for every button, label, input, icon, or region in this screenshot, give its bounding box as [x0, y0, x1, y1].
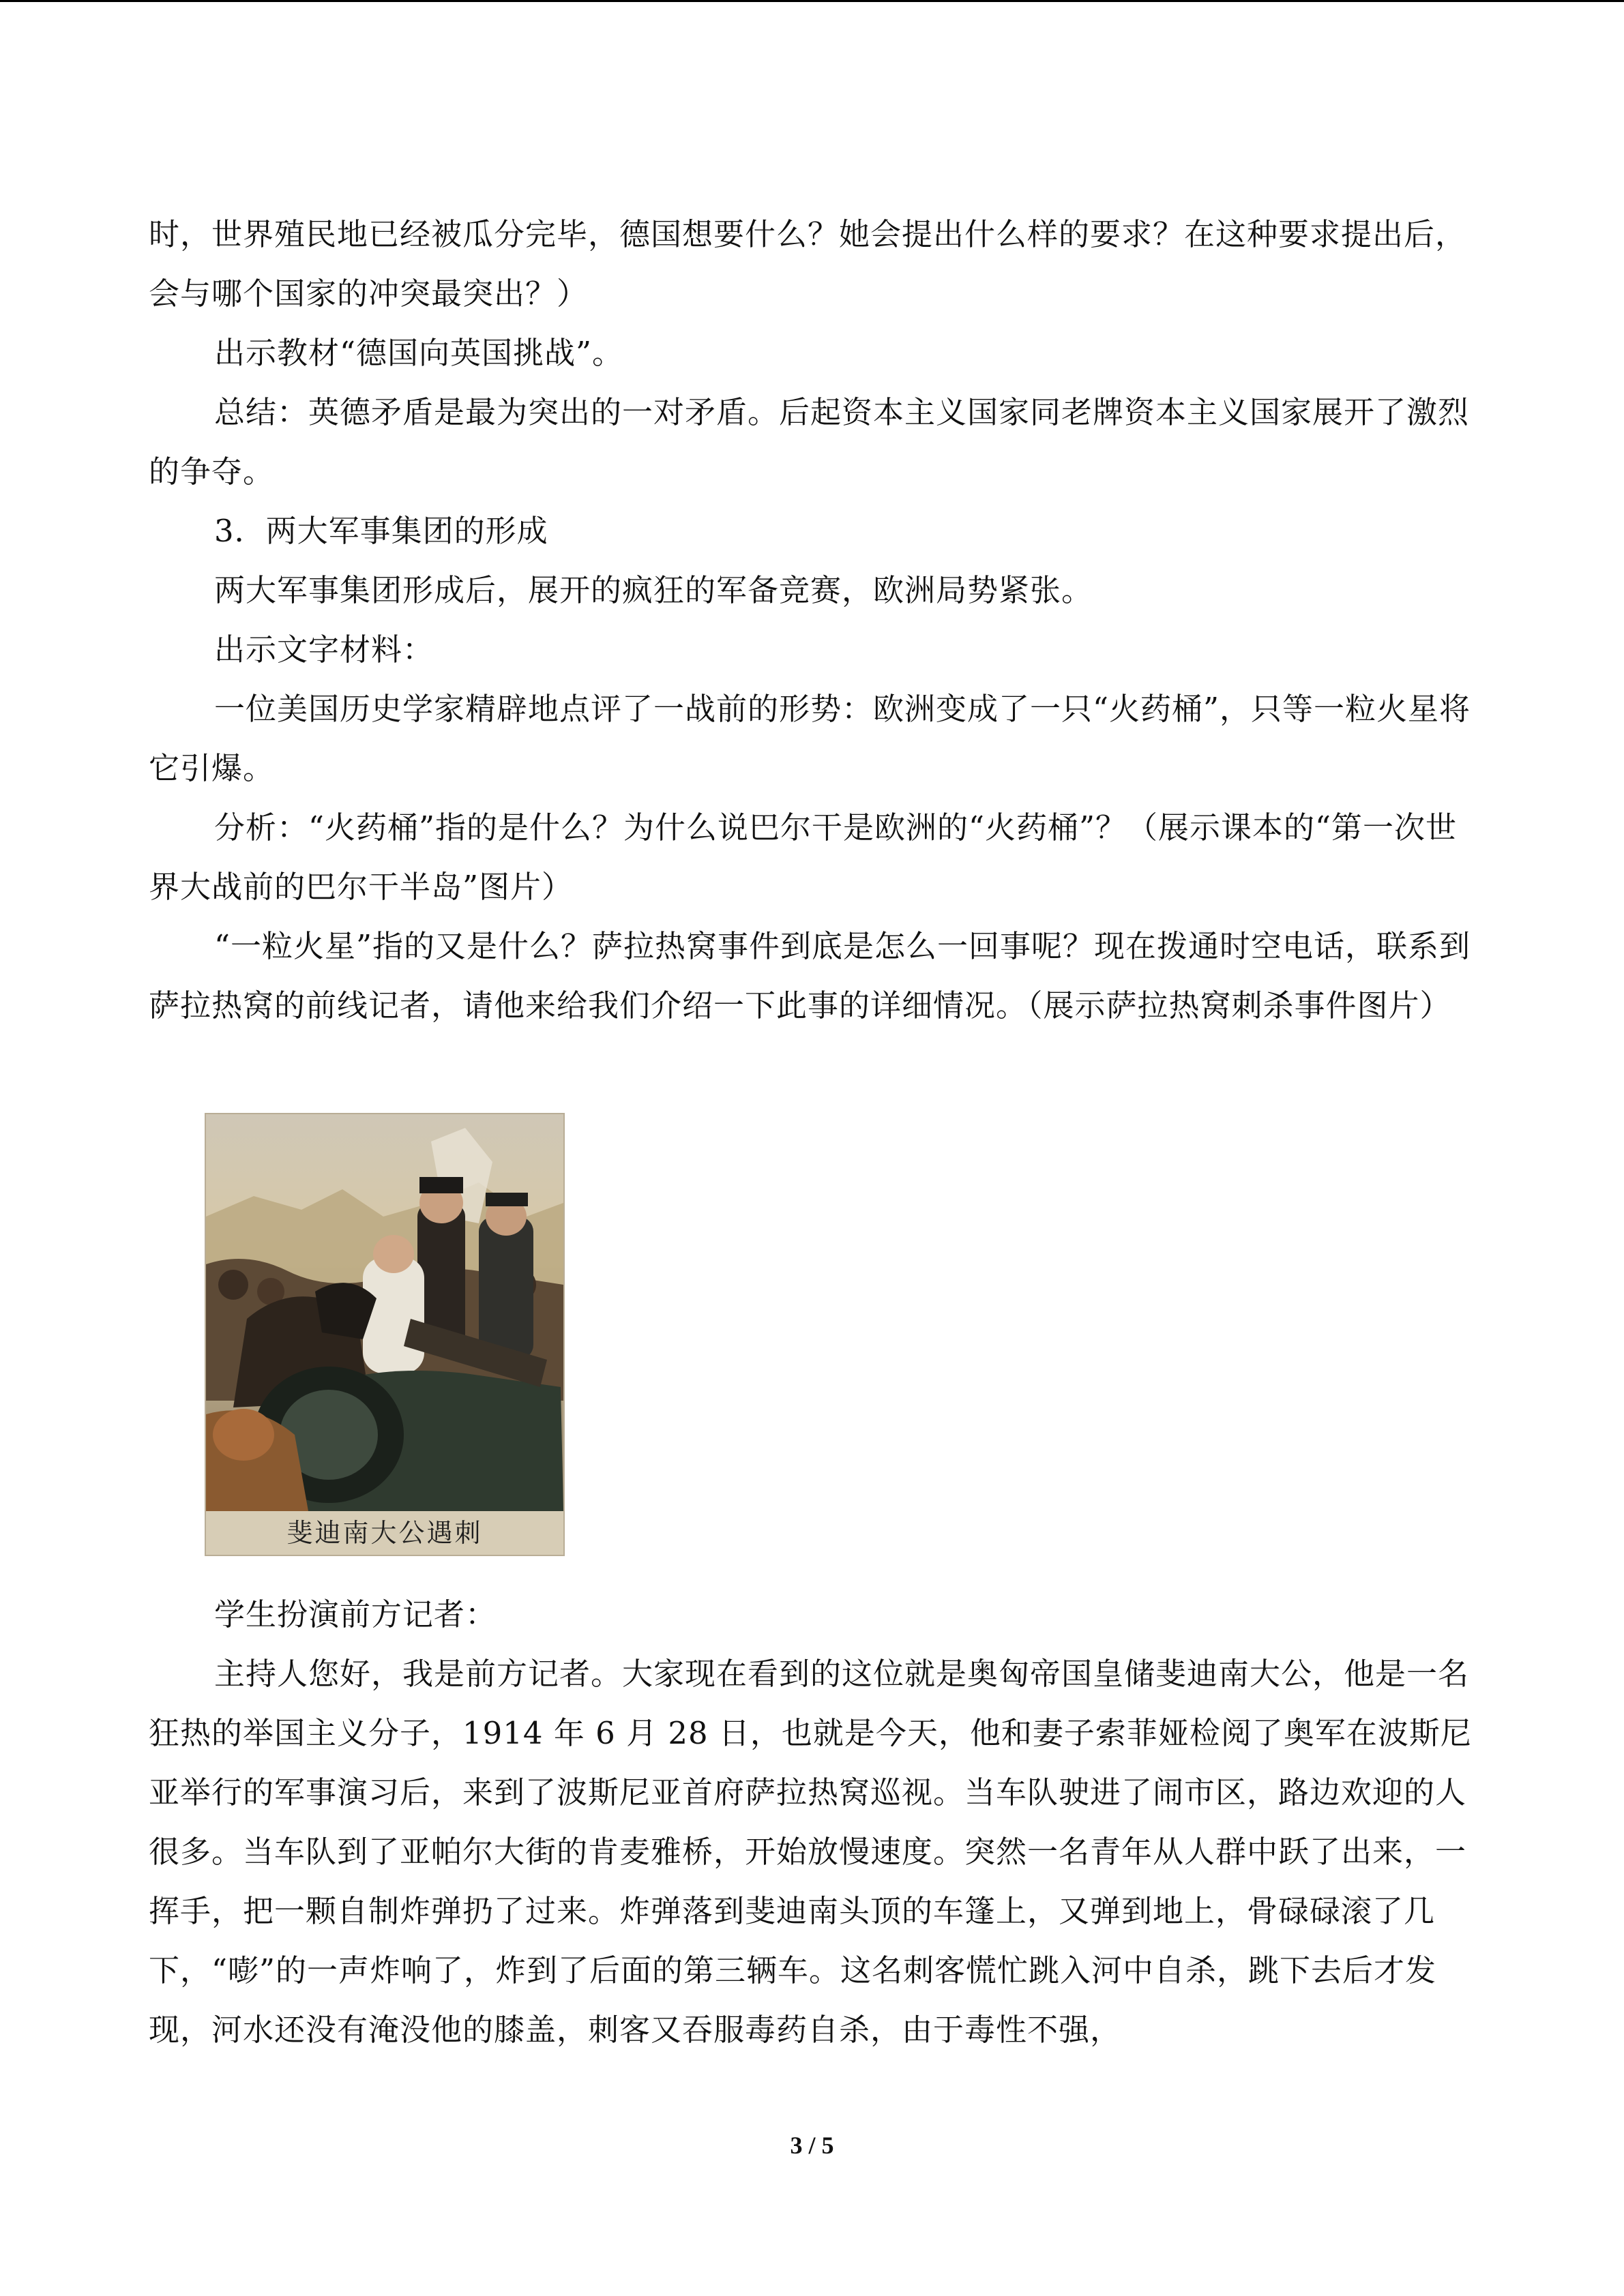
assassination-illustration — [205, 1113, 565, 1556]
paragraph: 两大军事集团形成后，展开的疯狂的军备竞赛，欧洲局势紧张。 — [214, 572, 1093, 608]
illustration-image — [206, 1114, 563, 1511]
figure-caption: 斐迪南大公遇刺 — [206, 1511, 563, 1555]
paragraph-continued: 时，世界殖民地已经被瓜分完毕，德国想要什么？她会提出什么样的要求？在这种要求提出后，会与哪个国家的冲突最突出？） — [149, 216, 1467, 312]
paragraph: 总结：英德矛盾是最为突出的一对矛盾。后起资本主义国家同老牌资本主义国家展开了激烈的争夺。 — [149, 394, 1470, 490]
paragraph: 出示教材“德国向英国挑战”。 — [214, 335, 624, 371]
paragraph: 主持人您好，我是前方记者。大家现在看到的这位就是奥匈帝国皇储斐迪南大公，他是一名狂热的举国主义分子，1914 年 6 月 28 日，也就是今天，他和妻子索菲娅检阅了奥军在波斯尼亚举行的军事演习后，来到了波斯尼亚首府萨拉热窝巡视。当车队驶进了闹市区，路边欢迎的人很多。当车队到了亚帕尔大街的肯麦雅桥，开始放慢速度。突然一名青年从人群中跃了出来，一挥手，把一颗自制炸弹扔了过来。炸弹落到斐迪南头顶的车篷上，又弹到地上，骨碌碌滚了几下，“嘭”的一声炸响了，炸到了后面的第三辆车。这名刺客慌忙跳入河中自杀，跳下去后才发现，河水还没有淹没他的膝盖，刺客又吞服毒药自杀，由于毒性不强， — [149, 1656, 1472, 2048]
paragraph: “一粒火星”指的又是什么？萨拉热窝事件到底是怎么一回事呢？现在拨通时空电话，联系到萨拉热窝的前线记者，请他来给我们介绍一下此事的详细情况。（展示萨拉热窝刺杀事件图片） — [149, 928, 1471, 1024]
page-number: 3 / 5 — [790, 2132, 834, 2159]
document-body-top — [149, 205, 1479, 1035]
page-top-border — [0, 0, 1624, 2]
paragraph: 出示文字材料： — [214, 631, 434, 668]
section-heading: 3．两大军事集团的形成 — [214, 513, 548, 549]
paragraph: 分析：“火药桶”指的是什么？为什么说巴尔干是欧洲的“火药桶”？（展示课本的“第一次世界大战前的巴尔干半岛”图片） — [149, 809, 1458, 905]
document-body-bottom — [149, 1585, 1479, 2059]
paragraph: 学生扮演前方记者： — [214, 1596, 497, 1632]
paragraph: 一位美国历史学家精辟地点评了一战前的形势：欧洲变成了一只“火药桶”，只等一粒火星将它引爆。 — [149, 691, 1471, 786]
